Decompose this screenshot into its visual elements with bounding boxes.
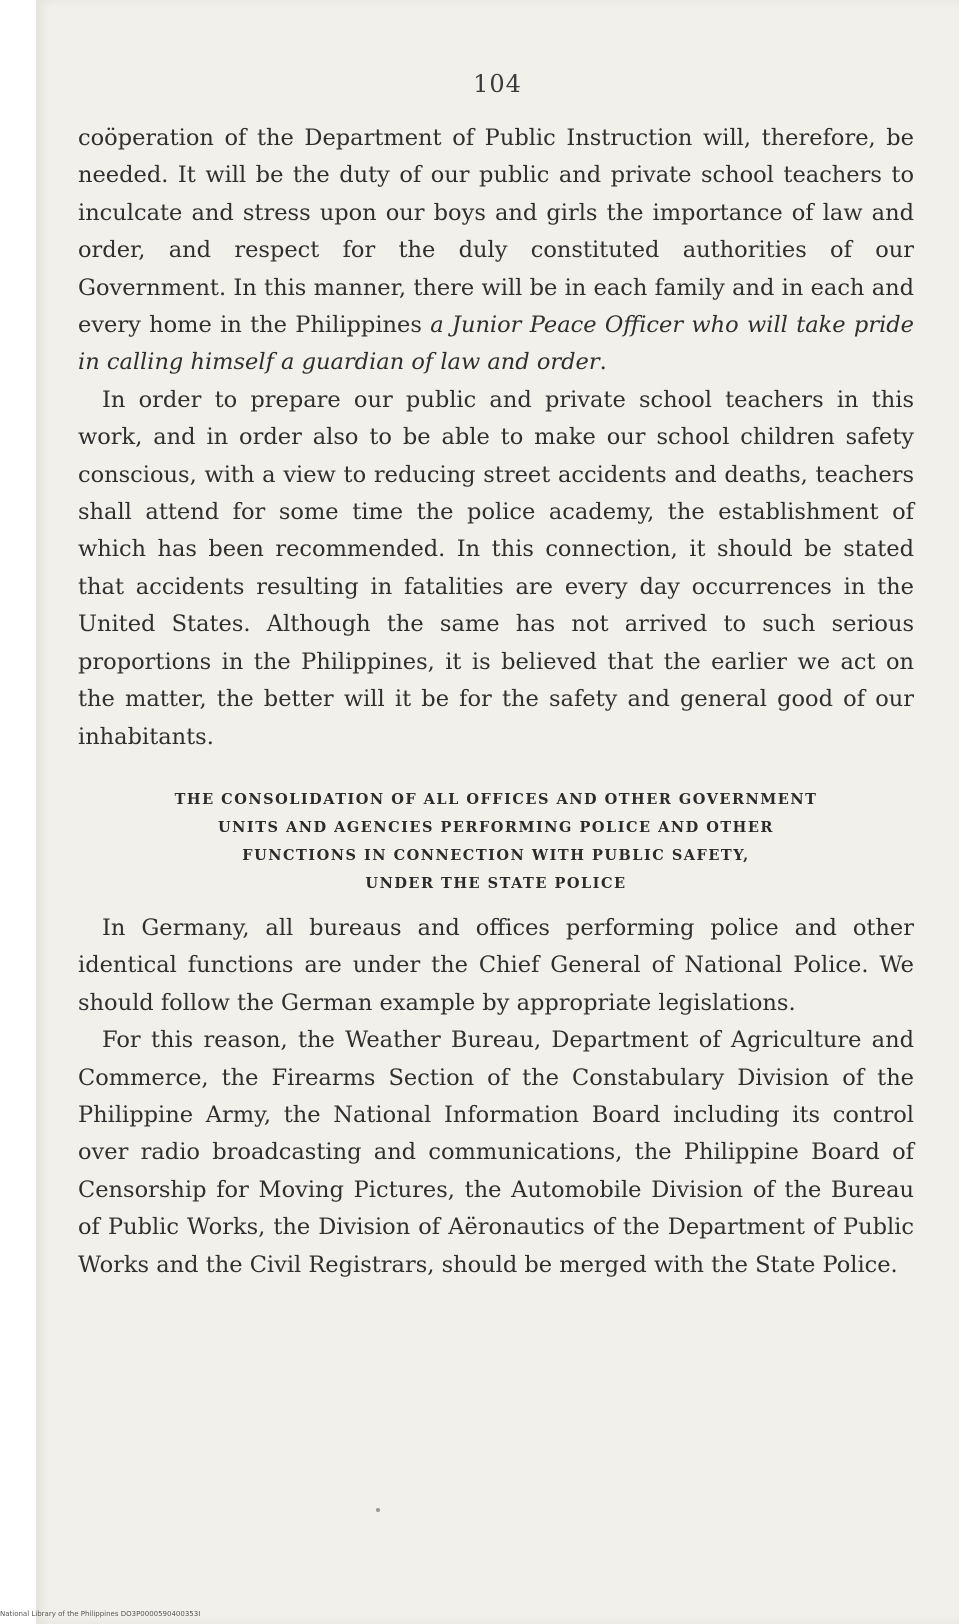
- section-heading-line: THE CONSOLIDATION OF ALL OFFICES AND OTHER GOVERNMENT: [174, 790, 818, 808]
- paragraph-germany: In Germany, all bureaus and offices performing police and other identical functions are under the Chief General of National Police. We should follow the German example by appropriate legislations.: [78, 914, 914, 1016]
- document-page: [36, 0, 959, 1624]
- section-heading: [78, 786, 914, 898]
- paragraph-merger: For this reason, the Weather Bureau, Department of Agriculture and Commerce, the Firearms Section of the Constabulary Division of the Philippine Army, the National Information Board including its control over radio broadcasting and communications, the Philippine Board of Censorship for Moving Pictures, the Automobile Division of the Bureau of Public Works, the Division of Aëronautics of the Department of Public Works and the Civil Registrars, should be merged with the State Police.: [78, 1027, 914, 1278]
- paragraph-continued: [78, 120, 914, 382]
- paragraph-police-academy: In order to prepare our public and private school teachers in this work, and in order also to be able to make our school children safety conscious, with a view to reducing street accidents and deaths, teachers shall attend for some time the police academy, the establishment of which has been recommended. In this connection, it should be stated that accidents resulting in fatalities are every day occurrences in the United States. Although the same has not arrived to such serious proportions in the Philippines, it is believed that the earlier we act on the matter, the better will it be for the safety and general good of our inhabitants.: [78, 386, 914, 750]
- ink-speck: [376, 1508, 380, 1512]
- section-heading-line: UNITS AND AGENCIES PERFORMING POLICE AND OTHER: [218, 818, 774, 836]
- library-stamp: National Library of the Philippines DO3P0000590400353I: [0, 1610, 201, 1618]
- section-heading-line: UNDER THE STATE POLICE: [365, 874, 627, 892]
- section-heading-line: FUNCTIONS IN CONNECTION WITH PUBLIC SAFETY,: [242, 846, 750, 864]
- paragraph-italic-text: a Junior Peace Officer who will take pride in calling himself a guardian of law and order: [78, 312, 914, 376]
- paragraph-text: coöperation of the Department of Public Instruction will, therefore, be needed. It will be the duty of our public and private school teachers to inculcate and stress upon our boys and girls the importance of law and order, and respect for the duly constituted authorities of our Government. In this manner, there will be in each family and in each and every home in the Philippines: [78, 125, 914, 339]
- page-number: 104: [473, 70, 522, 98]
- paragraph-text-end: .: [599, 349, 607, 376]
- document-body: [78, 120, 914, 1284]
